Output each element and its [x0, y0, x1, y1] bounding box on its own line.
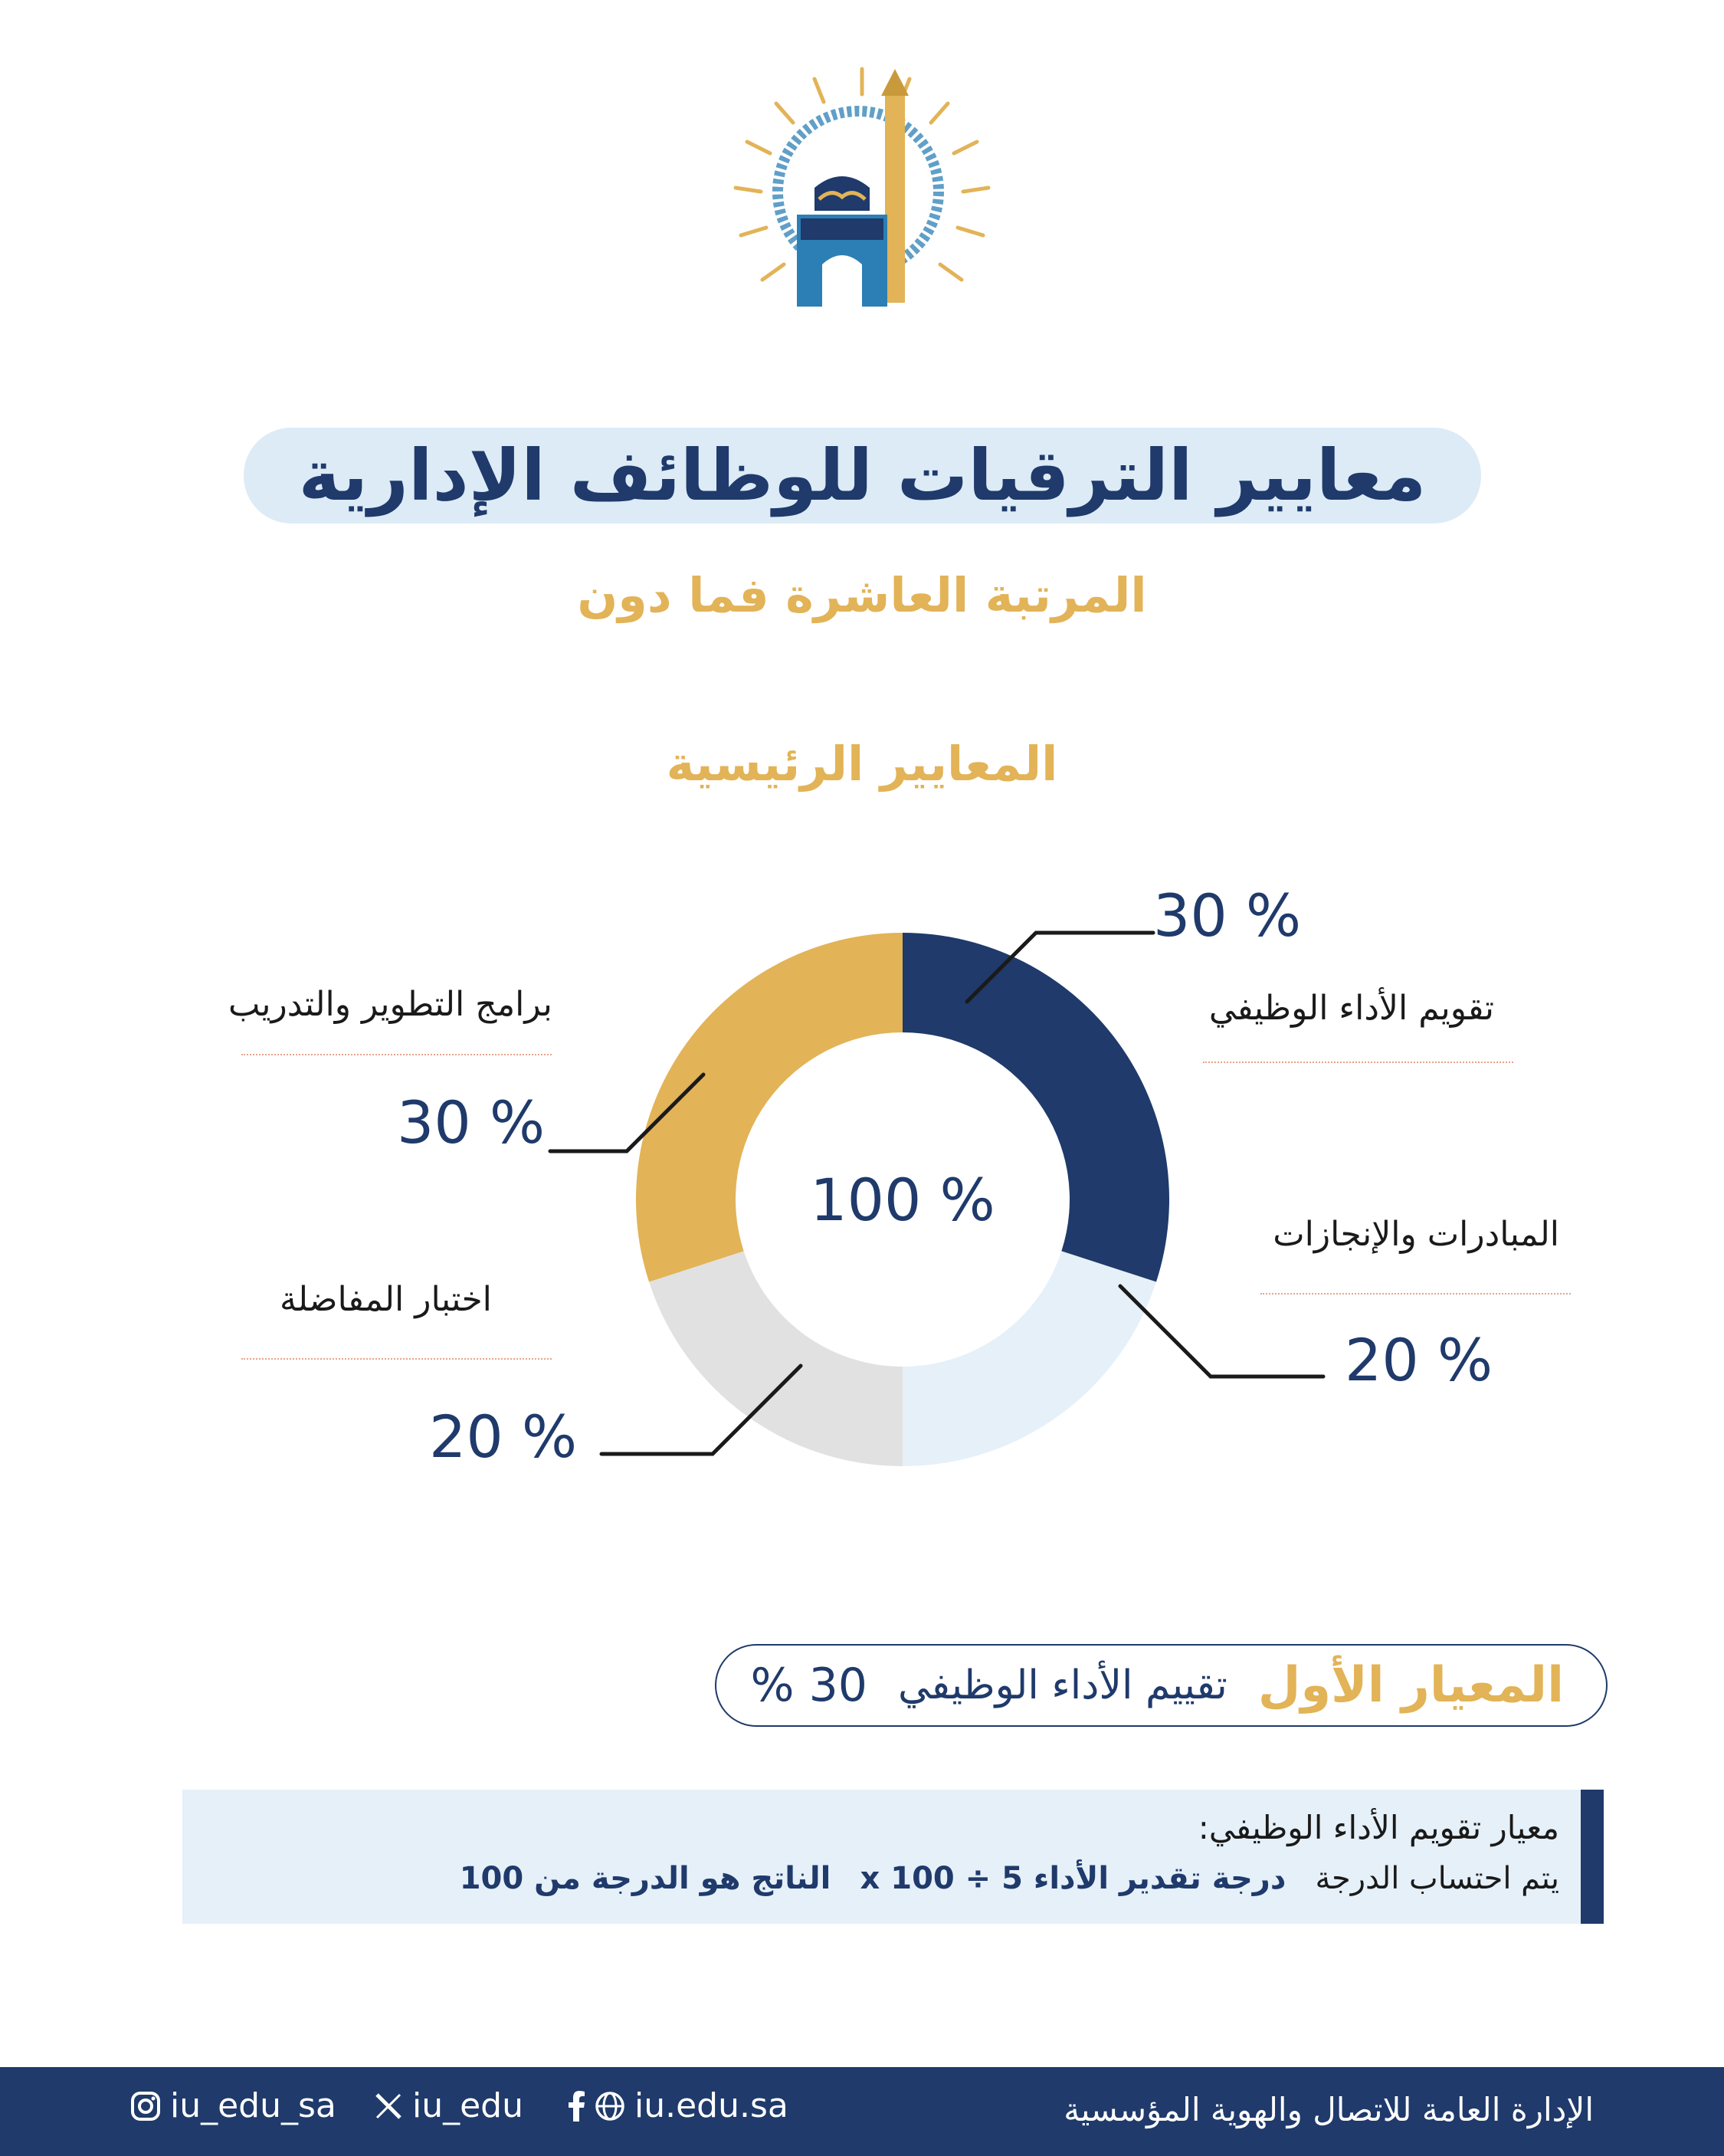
- slice-value-training: % 30: [397, 1088, 546, 1157]
- slice-label-training: برامج التطوير والتدريب: [228, 985, 552, 1024]
- x-link[interactable]: [374, 2086, 523, 2125]
- university-logo: [724, 65, 1000, 333]
- page-subtitle: المرتبة العاشرة فما دون: [577, 567, 1147, 623]
- label-divider: [241, 1054, 552, 1055]
- slice-label-exam: اختبار المفاضلة: [280, 1280, 492, 1319]
- label-divider: [1203, 1062, 1513, 1063]
- slice-label-initiatives: المبادرات والإنجازات: [1273, 1215, 1559, 1254]
- leader-line-initiatives: [1120, 1286, 1323, 1377]
- instagram-link[interactable]: [130, 2086, 336, 2125]
- globe-icon: [595, 2091, 625, 2122]
- section-heading: المعايير الرئيسية: [666, 736, 1058, 792]
- info-accent-bar: [1581, 1790, 1604, 1924]
- instagram-icon: [130, 2091, 161, 2122]
- instagram-handle: iu_edu_sa: [170, 2086, 336, 2125]
- label-divider: [241, 1358, 552, 1360]
- slice-value-performance: % 30: [1153, 881, 1302, 950]
- donut-slice-exam: [649, 1251, 903, 1466]
- info-formula: درجة تقدير الأداء x 100 ÷ 5: [860, 1861, 1286, 1896]
- website-link[interactable]: [569, 2086, 788, 2125]
- criterion-percentage: 30 %: [750, 1659, 867, 1712]
- page-title: معايير الترقيات للوظائف الإدارية: [298, 435, 1427, 517]
- facebook-icon: [569, 2091, 585, 2122]
- info-result: الناتج هو الدرجة من 100: [459, 1861, 831, 1896]
- info-formula-line: [230, 1861, 1559, 1896]
- donut-slice-initiatives: [903, 1251, 1156, 1466]
- footer-org-name: الإدارة العامة للاتصال والهوية المؤسسية: [1064, 2091, 1594, 2128]
- label-divider: [1260, 1293, 1571, 1295]
- slice-label-performance: تقويم الأداء الوظيفي: [1208, 989, 1494, 1028]
- criterion-text: تقييم الأداء الوظيفي: [897, 1662, 1227, 1708]
- info-heading: معيار تقويم الأداء الوظيفي:: [1198, 1809, 1559, 1846]
- x-icon: [374, 2092, 403, 2121]
- x-handle: iu_edu: [412, 2086, 523, 2125]
- first-criterion-box: [715, 1644, 1608, 1727]
- website-url: iu.edu.sa: [634, 2086, 788, 2125]
- chart-center-label: % 100: [810, 1166, 995, 1234]
- slice-value-initiatives: % 20: [1345, 1326, 1493, 1394]
- slice-value-exam: % 20: [429, 1403, 578, 1471]
- donut-chart: [0, 843, 1724, 1533]
- criterion-label: المعيار الأول: [1257, 1657, 1564, 1714]
- info-intro: يتم احتساب الدرجة: [1315, 1861, 1559, 1896]
